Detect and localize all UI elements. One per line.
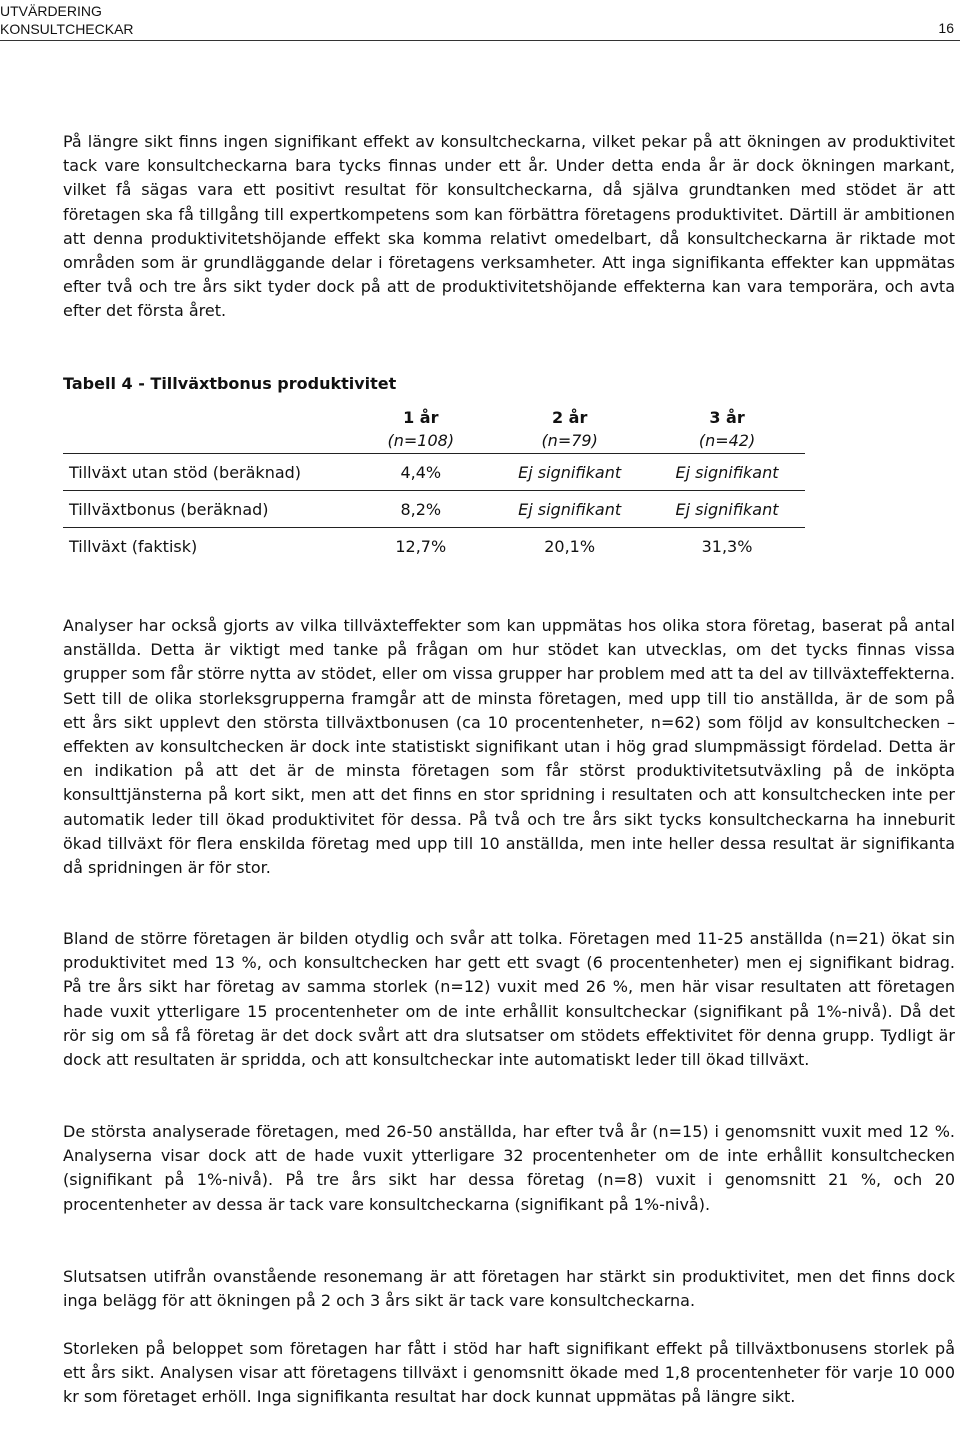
results-table <box>63 405 805 564</box>
paragraph-size-groups: Analyser har också gjorts av vilka tillväxteffekter som kan uppmätas hos olika stora företag, baserat på antal anställda. Detta är viktigt med tanke på frågan om hur stödet kan utvecklas, om det tycks finnas vissa grupper som får större nytta av stödet, eller om vissa grupper har problem med att ta del av tillväxteffekterna. Sett till de olika storleksgrupperna framgår att de minsta företagen, med upp till tio anställda, är de som på ett års sikt upplevt den största tillväxtbonusen (ca 10 procentenheter, n=62) som följd av konsultchecken – effekten av konsultchecken är dock inte statistiskt signifikant utan i hög grad slumpmässigt fördelad. Detta är en indikation på att det är de minsta företagen som får störst produktivitetsutväxling på de inköpta konsulttjänsterna på kort sikt, men att det finns en stor spridning i resultaten och att konsultchecken inte per automatik leder till ökad produktivitet för dessa. På två och tre års sikt tycks konsultcheckarna ha inneburit ökad tillväxt för flera enskilda företag med upp till 10 anställda, men inte heller dessa resultat är signifikanta då spridningen är för stor. <box>63 616 955 878</box>
paragraph-conclusion: Slutsatsen utifrån ovanstående resonemang är att företagen har stärkt sin produktivitet, men det finns dock inga belägg för att ökningen på 2 och 3 års sikt är tack vare konsultcheckarna. <box>63 1267 955 1311</box>
table-header-row <box>63 405 805 454</box>
table-cell: 12,7% <box>395 536 447 556</box>
table-cell: 8,2% <box>351 491 490 528</box>
row-label: Tillväxt utan stöd (beräknad) <box>63 454 351 491</box>
paragraph-largest-firms: De största analyserade företagen, med 26-50 anställda, har efter två år (n=15) i genomsnitt vuxit med 12 %. Analyserna visar dock att de hade vuxit ytterligare 32 procentenheter om de inte erhållit konsultchecken (signifikant på 1%-nivå). På tre års sikt har dessa företag (n=8) vuxit i genomsnitt 21 %, och 20 procentenheter av dessa är tack vare konsultcheckarna (signifikant på 1%-nivå). <box>63 1122 955 1214</box>
table-caption: Tabell 4 - Tillväxtbonus produktivitet <box>63 374 397 393</box>
table-cell: Ej signifikant <box>490 454 649 491</box>
column-sample-size: (n=79) <box>541 431 598 450</box>
column-header-year-2 <box>490 405 649 454</box>
table-cell: 31,3% <box>701 536 753 556</box>
column-sample-size: (n=42) <box>698 431 756 450</box>
row-label: Tillväxt (faktisk) <box>69 536 198 556</box>
column-header-year-3 <box>649 405 805 454</box>
table-cell: 20,1% <box>544 536 596 556</box>
paragraph-larger-firms: Bland de större företagen är bilden otydlig och svår att tolka. Företagen med 11-25 anställda (n=21) ökat sin produktivitet med 13 %, och konsultchecken har gett ett svagt (6 procentenheter) men ej signifikant bidrag. På tre års sikt har företag av samma storlek (n=12) vuxit med 26 %, men här visar resultaten att företagen hade vuxit ytterligare 15 procentenheter om de inte erhållit konsultcheckar (signifikant på 1%-nivå). Då det rör sig om så få företag är det dock svårt att dra slutsatser om stödets effektivitet för denna grupp. Tydligt är dock att resultaten är spridda, och att konsultcheckar inte automatiskt leder till ökad tillväxt. <box>63 929 955 1070</box>
table-cell: Ej signifikant <box>490 491 649 528</box>
column-year-label: 2 år <box>551 408 588 427</box>
table-cell: Ej signifikant <box>649 491 805 528</box>
table-row <box>63 528 805 565</box>
column-year-label: 1 år <box>403 408 439 427</box>
column-header-year-1 <box>351 405 490 454</box>
paragraph-intro: På längre sikt finns ingen signifikant effekt av konsultcheckarna, vilket pekar på att ökningen av produktivitet tack vare konsultcheckarna bara tycks finnas under ett år. Under detta enda år är dock ökningen markant, vilket få sägas vara ett positivt resultat för konsultcheckarna, då själva grundtanken med stödet är att företagen ska få tillgång till expertkompetens som kan förbättra företagens produktivitet. Därtill är ambitionen att denna produktivitetshöjande effekt ska komma relativt omedelbart, då konsultcheckarna är riktade mot områden som är grundläggande delar i företagens verksamheter. Att inga signifikanta effekter kan uppmätas efter två och tre års sikt tyder dock på att de produktivitetshöjande effekterna kan vara temporära, och avta efter det första året. <box>63 132 955 321</box>
page-number: 16 <box>938 20 954 36</box>
paragraph-amount-effect: Storleken på beloppet som företagen har fått i stöd har haft signifikant effekt på tillväxtbonusens storlek på ett års sikt. Analysen visar att företagens tillväxt i genomsnitt ökade med 1,8 procentenheter för varje 10 000 kr som företaget erhöll. Inga signifikanta resultat har dock kunnat uppmätas på längre sikt. <box>63 1339 955 1407</box>
header-divider <box>0 40 960 41</box>
column-sample-size: (n=108) <box>387 431 455 450</box>
header-report-title: KONSULTCHECKAR <box>0 21 134 37</box>
table-header-empty <box>63 405 351 454</box>
table-row <box>63 491 805 528</box>
table-row <box>63 454 805 491</box>
header-report-type: UTVÄRDERING <box>0 3 102 19</box>
row-label: Tillväxtbonus (beräknad) <box>63 491 351 528</box>
column-year-label: 3 år <box>709 408 745 427</box>
table-cell: Ej signifikant <box>649 454 805 491</box>
page-header <box>0 0 960 40</box>
table-cell: 4,4% <box>351 454 490 491</box>
